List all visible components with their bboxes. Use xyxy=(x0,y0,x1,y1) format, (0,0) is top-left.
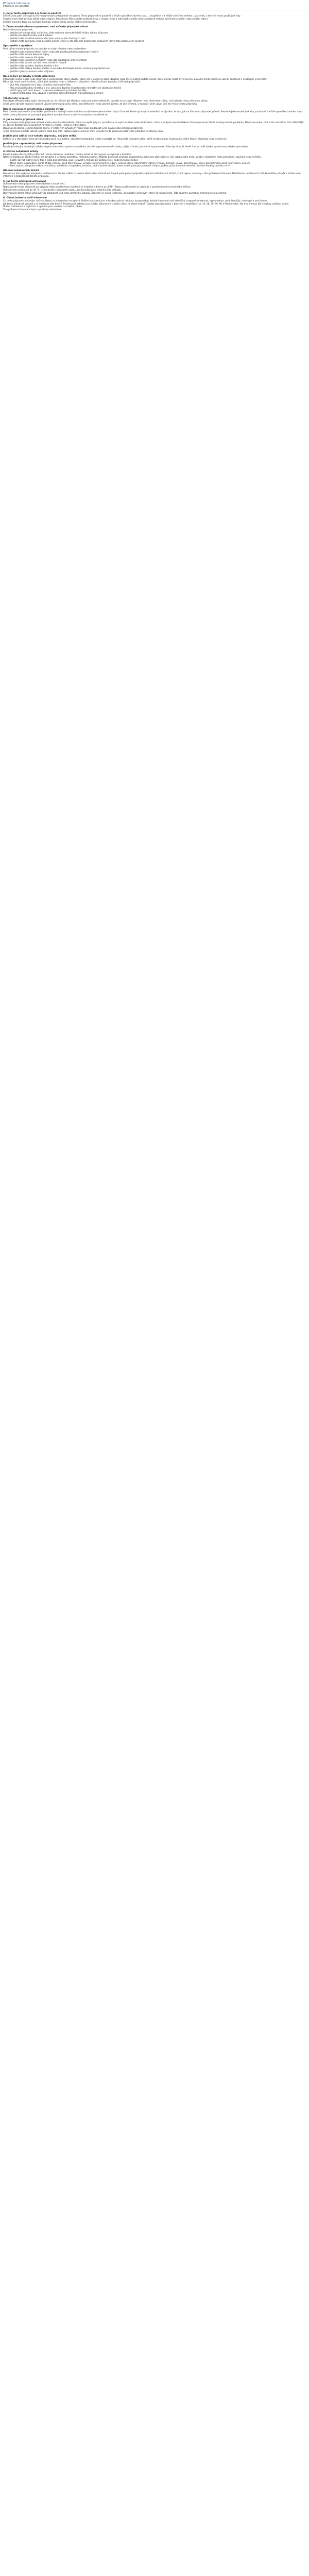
document-section xyxy=(3,45,306,73)
section-paragraph: Nezdvojnásobujte následující dávku, abyste nahradil(a) vynechanou dávku. Jestliže zapomenete užít dávku, užijte ji ihned, jakmile si vzpomenete. Pokud je však již téměř čas na další dávku, vynechanou dávku vynechejte. xyxy=(3,145,249,148)
section-paragraph: Před řízením dopravních prostředků, používáním nástrojů nebo obsluhou strojů nebo vykonáváním jiných činností, které vyžadují soustředění, se ujistěte, že víte, jak na Vás tento přípravek působí. Podobně jako mnohé jiné léky používané k léčbě vysokého krevního tlaku může tento přípravek ve vzácných případech vyvolat závrať a ovlivnit schopnost soustředit se. xyxy=(3,111,303,116)
list-item: – jestliže máte cukrovku nebo poruchu funkce ledvin a jste léčen(a) přípravkem snižujícím krevní tlak obsahujícím aliskiren xyxy=(11,40,306,43)
section-heading: 4. Možné nežádoucí účinky xyxy=(3,150,39,154)
list-item: – léky zvyšující hladinu draslíku v krvi, jako jsou doplňky draslíku nebo náhražky soli obsahující draslík xyxy=(11,87,306,90)
list-item: – jestliže máte zúžení ledvinné tepny xyxy=(11,54,306,56)
document-section xyxy=(3,180,306,195)
section-paragraph: Doporučená dávka je jedna tableta denně. V některých případech může lékař předepsat vyšší dávku nebo předepsat další lék. xyxy=(3,127,144,130)
list-item: – jestliže máte onemocnění jater xyxy=(11,57,306,59)
document-page xyxy=(0,0,309,215)
document-section xyxy=(3,26,306,43)
section-heading: 2. Čemu musíte věnovat pozornost, než začnete přípravek užívat xyxy=(3,26,88,29)
section-paragraph: Nepoužívejte tento přípravek po uplynutí doby použitelnosti uvedené na krabičce a blistru za „EXP“. Doba použitelnosti se vztahuje k poslednímu dni uvedeného měsíce. xyxy=(3,186,192,189)
list-item: – jestliže trpíte srdečním selháním nebo jste prodělal(a) srdeční infarkt xyxy=(11,59,306,62)
section-paragraph: Tento přípravek můžete užívat s jídlem nebo bez jídla. Tabletu zapijte sklenicí vody. Užívejte tento přípravek každý den přibližně ve stejnou dobu. xyxy=(3,130,164,133)
list-item: – určité typy léků proti bolesti nazývané nesteroidní protizánětlivé léky xyxy=(11,90,306,92)
section-paragraph: Lékař Vám obvykle doporučí ukončit užívání tohoto přípravku dříve, než otěhotníte, nebo jakmile zjistíte, že jste těhotná, a doporučí Vám užívat jiný lék místo tohoto přípravku. xyxy=(3,103,198,106)
section-paragraph: Informujte svého lékaře nebo lékárníka o všech lécích, které užíváte, které jste v nedávné době užíval(a) nebo které možná budete užívat. Účinek léčby může být ovlivněn, pokud je tento přípravek užíván současně s některými jinými léky. xyxy=(3,78,267,81)
document-sections xyxy=(3,12,306,212)
section-paragraph: Vždy užívejte tento přípravek přesně podle pokynů svého lékaře. Pokud si nejste jistý(á), poraďte se se svým lékařem nebo lékárníkem. Lidé s vysokým krevním tlakem často nepozorují žádné známky tohoto problému. Mnozí se mohou cítit zcela normálně. O to důležitější je, abyste dodržoval(a) pravidelné návštěvy u lékaře, i když se cítíte dobře. xyxy=(3,121,304,127)
section-paragraph: Tato příbalová informace byla naposledy revidována. xyxy=(3,209,62,212)
document-section xyxy=(3,118,306,133)
list-item: – jestliže jste alergický(á) na léčivou látku nebo na kteroukoli další složku tohoto přípravku xyxy=(11,32,306,35)
section-heading: Těhotenství a kojení xyxy=(3,97,30,100)
document-section xyxy=(3,197,306,211)
list-item: – jestliže máte zúžení aortální nebo mitrální chlopně xyxy=(11,62,306,64)
document-section xyxy=(3,135,306,141)
section-heading: Upozornění a opatření xyxy=(3,45,32,48)
list-item: – některá antibiotika, léky užívané k ochraně před odmítnutím transplantátu a lithium xyxy=(11,92,306,95)
list-item: – Není známo: alergické reakce s vyrážkou, svěděním a kopřivkou, horečka, otok a bolest kloubů, bolest svalů, příznaky podobné chřipce, pokles počtu krevních destiček, zvýšení hladiny draslíku v krvi xyxy=(11,165,306,167)
bullet-list xyxy=(3,159,306,167)
document-section xyxy=(3,108,306,116)
bullet-list xyxy=(3,32,306,43)
section-paragraph: Léčivá látka patří do skupiny léčiv nazývaných antagonisté receptorů. Tento přípravek se používá k léčbě vysokého krevního tlaku u dospělých a k léčbě srdečního selhání u pacientů, u kterých nelze použít jiné léky. xyxy=(3,15,241,18)
section-heading: Další léčivé přípravky a tento přípravek xyxy=(3,75,55,78)
list-item: – jestliže trpíte zvracením nebo průjmem xyxy=(11,71,306,73)
list-item: – Časté: závrať, nízký krevní tlak s nebo bez příznaků, jako je závrať a mdloby při postavení se, snížená funkce ledvin xyxy=(11,159,306,162)
document-section xyxy=(3,75,306,95)
list-item: – jiné léky snižující krevní tlak, zejména močopudné léky xyxy=(11,84,306,87)
section-paragraph: Jak tento přípravek vypadá a co obsahuje toto balení: Potahované tablety jsou kulaté, bikonvexní, s půlicí rýhou na jedné straně. Tablety jsou dodávány v blistrech v krabičkách po 14, 28, 30, 56, 90 a 98 tabletách. Na trhu nemusí být všechny velikosti balení. xyxy=(3,202,289,206)
section-paragraph: Vysoký krevní tlak zvyšuje zátěž srdce a tepen. Pokud není léčen, může poškodit cévy v mozku, srdci a ledvinách a může vést k mozkové mrtvici, srdečnímu selhání nebo selhání ledvin. xyxy=(3,18,209,21)
section-heading: 3. Jak se tento přípravek užívá xyxy=(3,118,43,122)
bullet-list xyxy=(3,84,306,95)
section-paragraph: Uchovávejte tento přípravek mimo dohled a dosah dětí. xyxy=(3,183,65,186)
section-paragraph: Uchovávejte při teplotě do 30 °C. Uchovávejte v původním obalu, aby byl přípravek chráněn před vlhkostí. xyxy=(3,189,122,192)
section-paragraph: Může být nutné změnit dávku, učinit jiná opatření nebo v některých případech ukončit užívání jednoho z léčivých přípravků. xyxy=(3,81,141,84)
document-title: Příbalová informace xyxy=(3,2,30,5)
list-item: – Méně časté: angioedém, náhlá ztráta vědomí, pocit točení hlavy, výrazně snížená funkce ledvin, svalové křeče, abnormální srdeční rytmus, dušnost, únava, bolest hlavy, kašel, bolest břicha, pocit na zvracení, průjem xyxy=(11,162,306,165)
list-item: – jestliže máte vysokou hladinu draslíku v krvi xyxy=(11,65,306,67)
section-paragraph: Co tento přípravek obsahuje: Léčivou látkou je antagonista receptorů. Dalšími složkami jsou mikrokrystalická celulosa, krospovidon, koloidní bezvodý oxid křemičitý, magnesium-stearát, hypromelosa, oxid titaničitý, makrogol a oxid železa. xyxy=(3,199,268,202)
section-heading: 6. Obsah balení a další informace xyxy=(3,197,47,200)
list-item: – jestliže trpíte onemocněním ledvin nebo jste podstoupil(a) transplantaci ledviny xyxy=(11,51,306,54)
section-paragraph: Některé nežádoucí účinky mohou být závažné a vyžadují okamžitou lékařskou pomoc. Můžete pociťovat příznaky angioedému, jako jsou otok obličeje, rtů, jazyka nebo hrdla, potíže s dýcháním nebo polykáním, kopřivka nebo svědění. xyxy=(3,156,262,159)
document-section xyxy=(3,150,306,167)
document-section xyxy=(3,143,306,148)
section-paragraph: Před užitím tohoto přípravku se poraďte se svým lékařem nebo lékárníkem: xyxy=(3,48,87,51)
list-item: – jestliže máte nízkou hladinu sodíku v krvi nebo dodržujete dietu s omezeným příjmem soli xyxy=(11,67,306,70)
section-paragraph: Jestliže se u Vás objeví silná závrať a/nebo pocit na omdlení, okamžitě kontaktujte lékaře a položte se. Pokud jste náhodně užil(a) příliš mnoho tablet, kontaktujte svého lékaře, lékárníka nebo nemocnici. xyxy=(3,138,227,141)
section-heading: Hlášení nežádoucích účinků xyxy=(3,170,40,173)
section-heading: Jestliže jste užil(a) více tohoto přípravku, než jste měl(a) xyxy=(3,135,78,138)
section-heading: 1. Co je tento přípravek a k čemu se používá xyxy=(3,12,62,15)
section-paragraph: Neužívejte tento přípravek: xyxy=(3,29,33,31)
bullet-list xyxy=(3,51,306,73)
section-heading: Jestliže jste zapomněl(a) užít tento přípravek xyxy=(3,143,62,146)
section-paragraph: Snížení krevního tlaku na normální hodnoty snižuje riziko vzniku těchto onemocnění. xyxy=(3,21,97,24)
section-paragraph: Nevyhazujte žádné léčivé přípravky do odpadních vod nebo domácího odpadu. Zeptejte se svého lékárníka, jak naložit s přípravky, které již nepoužíváte. Tato opatření pomáhají chránit životní prostředí. xyxy=(3,192,227,195)
section-heading: Řízení dopravních prostředků a obsluha strojů xyxy=(3,108,64,111)
document-subtitle: Informace pro uživatele xyxy=(3,5,29,8)
section-paragraph: Podobně jako všechny léky může mít i tento přípravek nežádoucí účinky, které se ale nemusí vyskytnout u každého. xyxy=(3,153,132,156)
section-heading: 5. Jak tento přípravek uchovávat xyxy=(3,180,46,183)
document-section xyxy=(3,97,306,106)
document-section xyxy=(3,170,306,178)
list-item: – jestliže máte závažné onemocnění jater nebo ucpání žlučových cest xyxy=(11,38,306,40)
document-section xyxy=(3,12,306,24)
section-paragraph: Držitel rozhodnutí o registraci a výrobce jsou uvedeni na vnějším obalu. xyxy=(3,206,83,209)
section-paragraph: Pokud se u Vás vyskytne kterýkoli z nežádoucích účinků, sdělte to svému lékaři nebo lékárníkovi. Stejně postupujte v případě jakýchkoli nežádoucích účinků, které nejsou uvedeny v této příbalové informaci. Nahlášením nežádoucích účinků můžete přispět k získání více informací o bezpečnosti tohoto přípravku. xyxy=(3,173,301,178)
section-paragraph: Pokud jste těhotná nebo kojíte, domníváte se, že můžete být těhotná, nebo plánujete otěhotnět, poraďte se se svým lékařem nebo lékárníkem dříve, než začnete tento přípravek užívat. xyxy=(3,100,209,103)
list-item: – jestliže jste těhotná déle než 3 měsíce xyxy=(11,35,306,37)
